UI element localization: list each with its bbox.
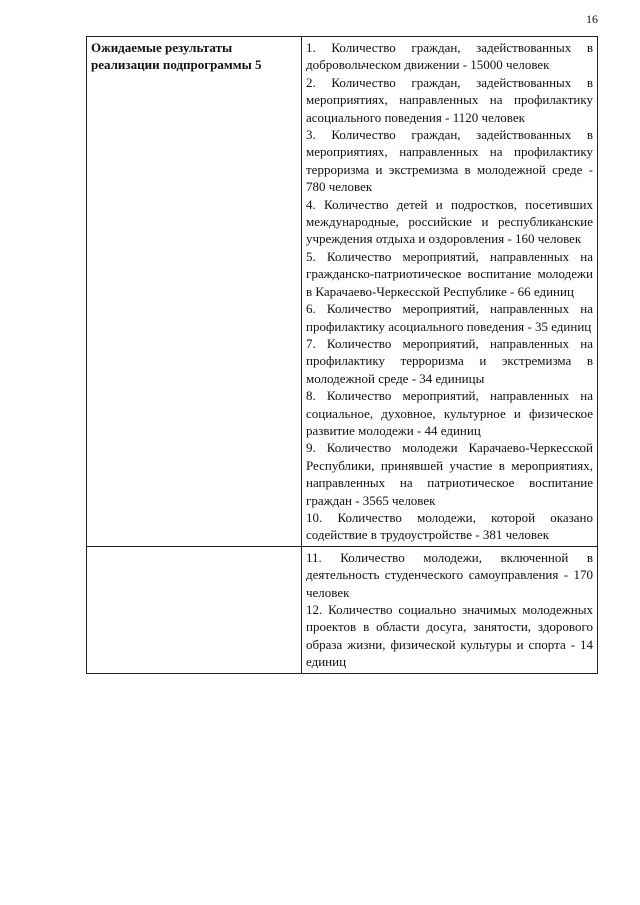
list-item: 3. Количество граждан, задействованных в мероприятиях, направленных на профилактику терроризма и экстремизма в молодежной среде - 780 человек <box>306 127 593 195</box>
list-item: 10. Количество молодежи, которой оказано содействие в трудоустройстве - 381 человек <box>306 509 593 543</box>
empty-label-cell <box>87 546 302 673</box>
list-item: 11. Количество молодежи, включенной в деятельность студенческого самоуправления - 170 человек <box>306 549 593 600</box>
results-cell <box>302 546 598 673</box>
list-item: 12. Количество социально значимых молодежных проектов в области досуга, занятости, здорового образа жизни, физической культуры и спорта - 14 единиц <box>306 602 593 670</box>
table-row <box>87 37 598 547</box>
table-row <box>87 546 598 673</box>
list-item: 7. Количество мероприятий, направленных на профилактику терроризма и экстремизма в молодежной среде - 34 единицы <box>306 335 593 386</box>
list-item: 8. Количество мероприятий, направленных на социальное, духовное, культурное и физическое развитие молодежи - 44 единиц <box>306 388 593 438</box>
list-item: 9. Количество молодежи Карачаево-Черкесской Республики, принявшей участие в мероприятиях, направленных на патриотическое воспитание граждан - 3565 человек <box>306 440 593 508</box>
page-number: 16 <box>586 12 598 26</box>
expected-results-label: Ожидаемые результаты реализации подпрограммы 5 <box>87 37 302 547</box>
results-cell <box>302 37 598 547</box>
results-table <box>86 36 598 674</box>
list-item: 2. Количество граждан, задействованных в мероприятиях, направленных на профилактику асоциального поведения - 1120 человек <box>306 74 593 125</box>
list-item: 5. Количество мероприятий, направленных на гражданско-патриотическое воспитание молодежи в Карачаево-Черкесской Республике - 66 единиц <box>306 248 593 299</box>
list-item: 4. Количество детей и подростков, посетивших международные, российские и республиканские учреждения отдыха и оздоровления - 160 человек <box>306 196 593 247</box>
list-item: 6. Количество мероприятий, направленных на профилактику асоциального поведения - 35 единиц <box>306 301 593 334</box>
list-item: 1. Количество граждан, задействованных в добровольческом движении - 15000 человек <box>306 40 593 73</box>
